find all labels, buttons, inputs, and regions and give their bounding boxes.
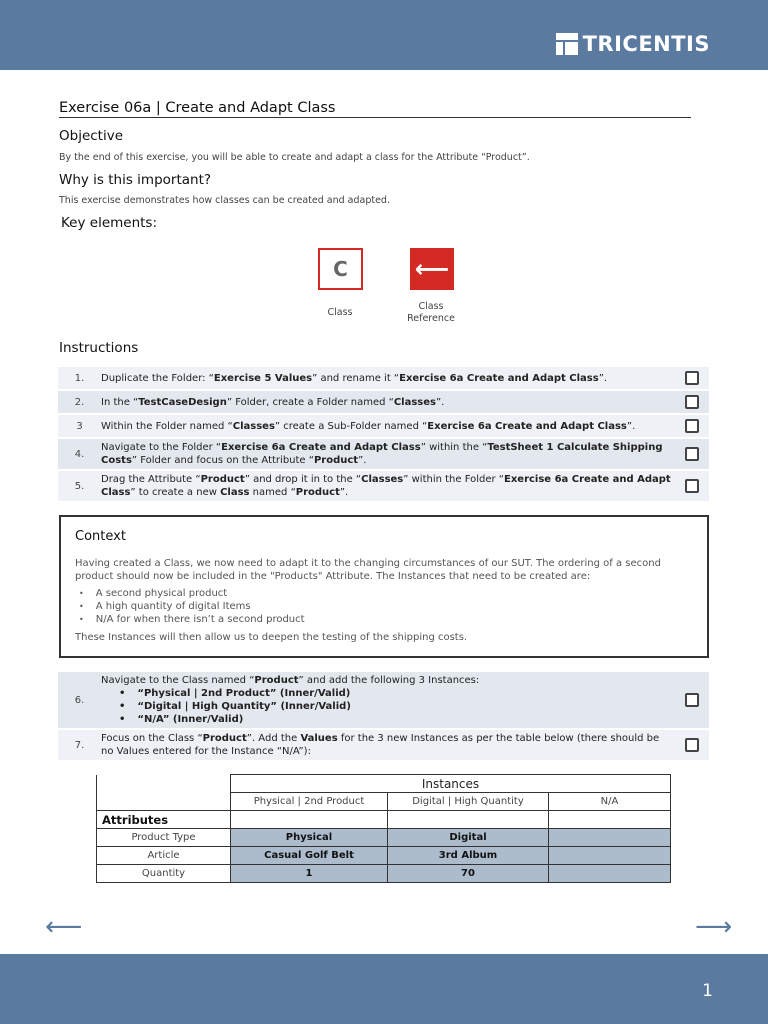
importance-text: This exercise demonstrates how classes can be created and adapted. xyxy=(59,195,390,206)
steps-list xyxy=(58,367,709,503)
tricentis-logo-icon xyxy=(556,33,578,55)
step-text: In the “TestCaseDesign” Folder, create a Folder named “Classes”. xyxy=(101,396,445,408)
table-cell: Physical xyxy=(231,829,388,847)
step-text: Drag the Attribute “Product” and drop it in to the “Classes” within the Folder “Exercise 6a Create and Adapt Class” to create a new Class named “Product”. xyxy=(101,474,671,498)
prev-page-arrow-icon[interactable]: ⟵ xyxy=(45,912,83,942)
table-cell xyxy=(549,811,671,829)
context-heading: Context xyxy=(75,529,126,544)
row-label: Quantity xyxy=(97,865,231,883)
table-cell xyxy=(231,811,388,829)
objective-text: By the end of this exercise, you will be able to create and adapt a class for the Attribute “Product”. xyxy=(59,152,530,163)
column-header: N/A xyxy=(549,793,671,811)
brand-name: TRICENTIS xyxy=(582,32,710,56)
step-4-checkbox[interactable] xyxy=(685,447,699,461)
step-number: 1. xyxy=(74,372,85,384)
attributes-label: Attributes xyxy=(97,811,231,829)
table-cell: 3rd Album xyxy=(388,847,549,865)
class-icon xyxy=(318,248,363,290)
list-item: • A high quantity of digital Items xyxy=(79,600,693,613)
column-header: Digital | High Quantity xyxy=(388,793,549,811)
step-row xyxy=(58,471,709,501)
table-row xyxy=(97,865,671,883)
table-cell xyxy=(549,865,671,883)
step-row xyxy=(58,415,709,437)
step-6-checkbox[interactable] xyxy=(685,693,699,707)
step-number: 4. xyxy=(74,448,85,460)
key-elements-heading: Key elements: xyxy=(61,215,158,231)
exercise-title: Exercise 06a | Create and Adapt Class xyxy=(59,100,691,118)
step-text: Duplicate the Folder: “Exercise 5 Values” and rename it “Exercise 6a Create and Adapt Class”. xyxy=(101,372,608,384)
step-2-checkbox[interactable] xyxy=(685,395,699,409)
class-icon-letter: C xyxy=(333,257,348,281)
instances-table xyxy=(96,774,671,883)
row-label: Article xyxy=(97,847,231,865)
context-box xyxy=(59,515,709,658)
column-header: Physical | 2nd Product xyxy=(231,793,388,811)
next-page-arrow-icon[interactable]: ⟶ xyxy=(695,912,733,942)
step-7-checkbox[interactable] xyxy=(685,738,699,752)
page-number: 1 xyxy=(702,981,713,1001)
step-row xyxy=(58,391,709,413)
step-row xyxy=(58,730,709,760)
step-number: 6. xyxy=(74,694,85,706)
context-outro: These Instances will then allow us to deepen the testing of the shipping costs. xyxy=(75,632,468,643)
table-row xyxy=(97,829,671,847)
list-item: • “Digital | High Quantity” (Inner/Valid) xyxy=(119,700,673,713)
step-text: Within the Folder named “Classes” create a Sub-Folder named “Exercise 6a Create and Adapt Class”. xyxy=(101,420,636,432)
step-text: Focus on the Class “Product”. Add the Values for the 3 new Instances as per the table below (there should be no Values entered for the Instance “N/A”): xyxy=(101,733,660,757)
step-text: Navigate to the Folder “Exercise 6a Create and Adapt Class” within the “TestSheet 1 Calculate Shipping Costs” Folder and focus on the Attribute “Product”. xyxy=(101,442,663,466)
page-footer xyxy=(0,954,768,1024)
step-1-checkbox[interactable] xyxy=(685,371,699,385)
list-item: • N/A for when there isn’t a second product xyxy=(79,613,693,626)
context-bullets xyxy=(79,587,693,626)
step-row xyxy=(58,439,709,469)
step-3-checkbox[interactable] xyxy=(685,419,699,433)
list-item: • “Physical | 2nd Product” (Inner/Valid) xyxy=(119,687,673,700)
table-corner xyxy=(97,775,231,793)
page-header xyxy=(0,0,768,70)
table-cell xyxy=(388,811,549,829)
context-intro: Having created a Class, we now need to adapt it to the changing circumstances of our SUT. The ordering of a second product should now be included in the "Products" Attribute. The Instances that need to be created are: xyxy=(75,558,661,582)
step-row xyxy=(58,367,709,389)
table-row xyxy=(97,847,671,865)
class-reference-icon xyxy=(410,248,454,290)
class-reference-label: Class Reference xyxy=(407,301,455,324)
step-row xyxy=(58,672,709,728)
table-cell: Digital xyxy=(388,829,549,847)
table-cell: 1 xyxy=(231,865,388,883)
step-number: 2. xyxy=(74,396,85,408)
step-5-checkbox[interactable] xyxy=(685,479,699,493)
arrow-left-icon: ⟵ xyxy=(414,255,450,283)
step-number: 5. xyxy=(74,480,85,492)
objective-heading: Objective xyxy=(59,128,124,144)
row-label: Product Type xyxy=(97,829,231,847)
table-cell xyxy=(549,829,671,847)
list-item: • A second physical product xyxy=(79,587,693,600)
table-cell xyxy=(549,847,671,865)
importance-heading: Why is this important? xyxy=(59,172,212,188)
instances-header: Instances xyxy=(231,775,671,793)
step-number: 3 xyxy=(76,420,83,432)
list-item: • “N/A” (Inner/Valid) xyxy=(119,713,673,726)
instructions-heading: Instructions xyxy=(59,340,139,356)
class-label: Class xyxy=(327,307,353,318)
table-cell: Casual Golf Belt xyxy=(231,847,388,865)
step-number: 7. xyxy=(74,739,85,751)
table-cell: 70 xyxy=(388,865,549,883)
steps-list-2 xyxy=(58,672,709,762)
table-corner xyxy=(97,793,231,811)
step-text: Navigate to the Class named “Product” and add the following 3 Instances: • “Physical | 2nd Product” (Inner/Valid) • “Digital | High Quantity” (Inner/Valid) • “N/A” (Inner/Valid) xyxy=(101,674,685,726)
tricentis-logo xyxy=(556,32,710,56)
